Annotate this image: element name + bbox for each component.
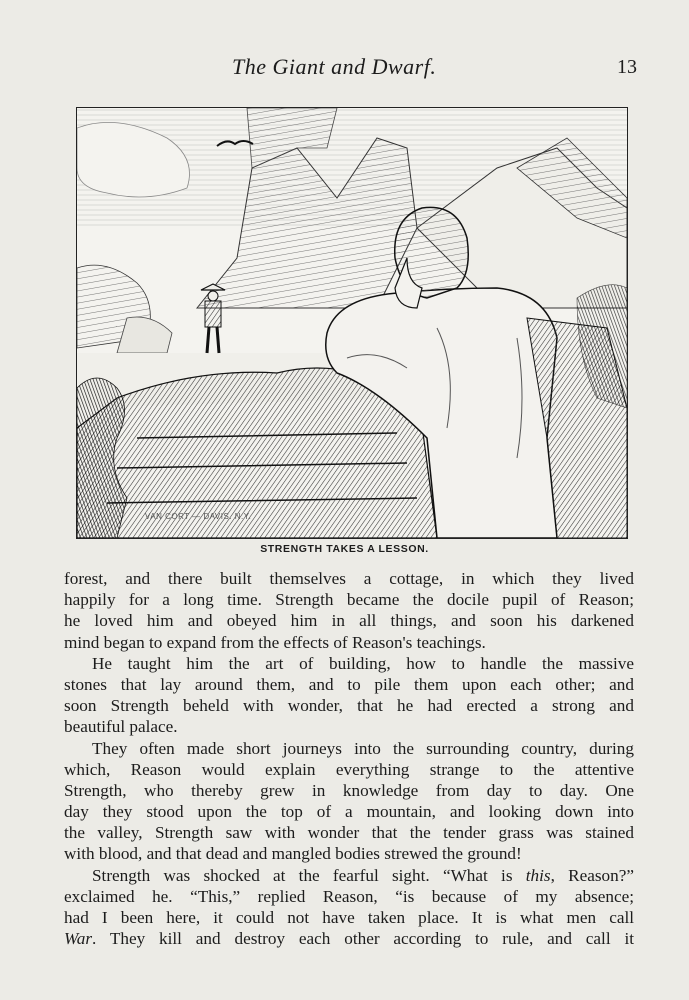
text-line: stones that lay around them, and to pile them upon each other; and	[64, 674, 634, 694]
text-line: Strength, who thereby grew in knowledge from day to day. One	[64, 780, 634, 800]
text-span: Strength was shocked at the fearful sight. “What is	[92, 865, 526, 885]
running-title: The Giant and Dwarf.	[232, 54, 437, 79]
illustration-caption: STRENGTH TAKES A LESSON.	[260, 543, 429, 555]
text-line: soon Strength beheld with wonder, that he had erected a strong and	[64, 696, 634, 716]
text-span: . They kill and destroy each other according to rule, and call it	[92, 929, 634, 949]
text-line: had I been here, it could not have taken place. It is what men call	[64, 908, 634, 927]
body-text	[64, 568, 634, 949]
engraving-artwork	[77, 108, 627, 538]
text-line: day they stood upon the top of a mountain, and looking down into	[64, 802, 634, 822]
engraver-credit: VAN CORT — DAVIS. N.Y.	[145, 512, 252, 521]
paragraph	[64, 568, 634, 653]
emphasis-text: War	[64, 929, 93, 949]
page-number: 13	[617, 56, 637, 78]
text-line: exclaimed he. “This,” replied Reason, “is because of my absence;	[64, 886, 634, 906]
text-line	[64, 928, 634, 949]
paragraph	[64, 865, 634, 950]
engraving-illustration	[76, 107, 628, 539]
page-header	[0, 54, 689, 84]
text-line: They often made short journeys into the surrounding country, during	[92, 738, 634, 758]
text-line: mind began to expand from the effects of Reason's teachings.	[64, 632, 486, 652]
text-line: the valley, Strength saw with wonder that the tender grass was stained	[64, 823, 634, 843]
text-line: he loved him and obeyed him in all things, and soon his darkened	[64, 611, 634, 631]
paragraph	[64, 738, 634, 865]
text-line	[64, 865, 634, 886]
text-line: with blood, and that dead and mangled bodies strewed the ground!	[64, 844, 522, 864]
text-line: which, Reason would explain everything strange to the attentive	[64, 759, 634, 779]
text-line: beautiful palace.	[64, 717, 178, 737]
text-line: happily for a long time. Strength became the docile pupil of Reason;	[64, 590, 634, 610]
text-line: He taught him the art of building, how to handle the massive	[92, 653, 634, 673]
text-line: forest, and there built themselves a cottage, in which they lived	[64, 569, 634, 588]
text-span: , Reason?”	[550, 865, 634, 885]
emphasis-text: this	[525, 865, 551, 885]
paragraph	[64, 653, 634, 738]
